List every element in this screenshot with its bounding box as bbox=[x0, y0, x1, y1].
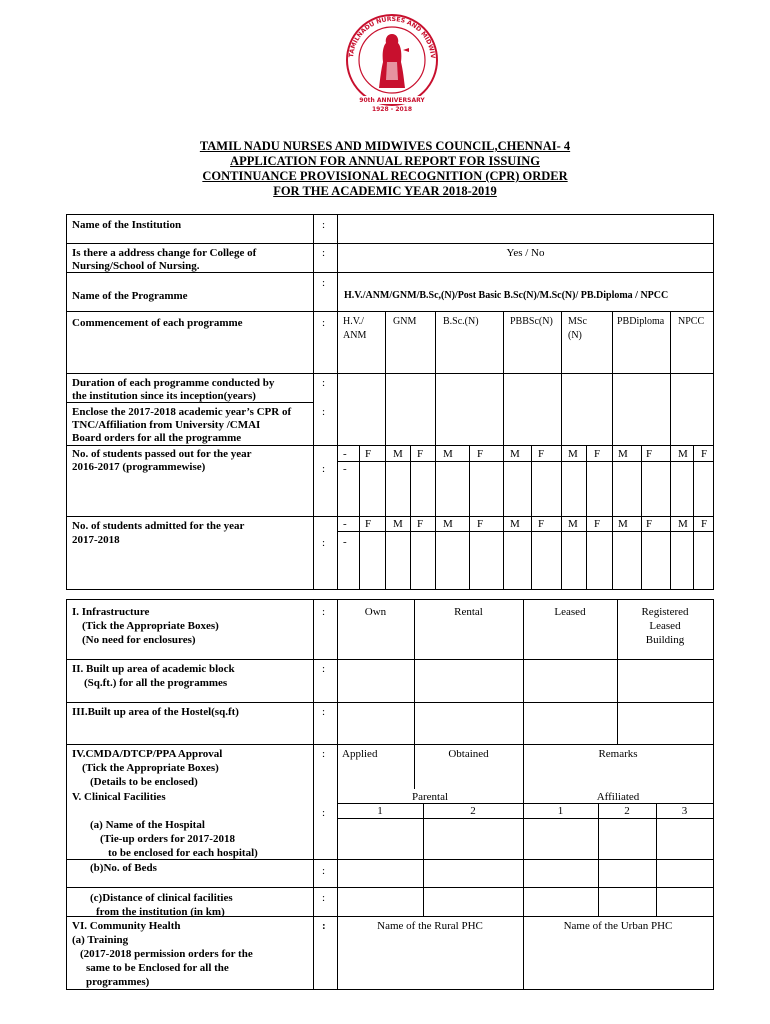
passed-colon: : bbox=[322, 463, 326, 475]
col-pbbsc: PBBSc(N) bbox=[510, 316, 553, 327]
infra-rental-option[interactable]: Rental bbox=[454, 606, 483, 618]
parental-header: Parental bbox=[411, 791, 449, 803]
address-change-colon: : bbox=[322, 247, 326, 259]
hostel-colon: : bbox=[322, 706, 326, 718]
duration-colon: : bbox=[322, 377, 326, 389]
enclose-label-1: Enclose the 2017-2018 academic year’s CPR of bbox=[72, 406, 292, 418]
programme-value: H.V./ANM/GNM/B.Sc,(N)/Post Basic B.Sc(N)/M.Sc(N)/ PB.Diploma / NPCC bbox=[344, 290, 669, 301]
passed-label-1: No. of students passed out for the year bbox=[72, 448, 252, 460]
council-logo bbox=[343, 10, 441, 122]
admitted-colon: : bbox=[322, 537, 326, 549]
enclose-label-2: TNC/Affiliation from University /CMAI bbox=[72, 419, 261, 431]
col-bsc: B.Sc.(N) bbox=[443, 316, 479, 327]
infra-colon: : bbox=[322, 606, 326, 618]
cmda-colon: : bbox=[322, 748, 326, 760]
enclose-label-3: Board orders for all the programme bbox=[72, 432, 242, 444]
enclose-colon: : bbox=[322, 406, 326, 418]
clinical-label: V. Clinical Facilities bbox=[72, 791, 166, 803]
community-label: VI. Community Health bbox=[72, 920, 181, 932]
cmda-applied-option[interactable]: Applied bbox=[342, 748, 378, 760]
beds-colon: : bbox=[322, 865, 326, 877]
yes-no-option[interactable]: Yes / No bbox=[506, 247, 545, 259]
col-pbdiploma: PBDiploma bbox=[617, 316, 665, 327]
col-gnm: GNM bbox=[393, 316, 417, 327]
urban-phc-label: Name of the Urban PHC bbox=[563, 920, 673, 932]
duration-label-2: the institution since its inception(years) bbox=[72, 390, 256, 402]
parental-col-2: 2 bbox=[470, 805, 476, 817]
col-msc: MSc (N) bbox=[568, 316, 587, 341]
duration-label-1: Duration of each programme conducted by bbox=[72, 377, 275, 389]
title-line-1: TAMIL NADU NURSES AND MIDWIVES COUNCIL,CHENNAI- 4 bbox=[199, 139, 571, 153]
parental-col-1: 1 bbox=[377, 805, 383, 817]
training-label-2: (2017-2018 permission orders for the bbox=[80, 948, 253, 960]
distance-colon: : bbox=[322, 892, 326, 904]
svg-text:90th ANNIVERSARY: 90th ANNIVERSARY bbox=[359, 97, 425, 104]
passed-label-2: 2016-2017 (programmewise) bbox=[72, 461, 206, 473]
training-label-4: programmes) bbox=[86, 976, 150, 988]
clinical-colon: : bbox=[322, 807, 326, 819]
community-colon: : bbox=[322, 920, 326, 932]
hospital-label-1: (a) Name of the Hospital bbox=[90, 819, 205, 831]
infra-own-option[interactable]: Own bbox=[364, 606, 387, 618]
commencement-label: Commencement of each programme bbox=[72, 317, 243, 329]
admitted-label-2: 2017-2018 bbox=[72, 534, 120, 546]
cmda-remarks: Remarks bbox=[598, 748, 638, 760]
builtup-label-1: II. Built up area of academic block bbox=[72, 663, 235, 675]
builtup-colon: : bbox=[322, 663, 326, 675]
infra-label-3: (No need for enclosures) bbox=[82, 634, 196, 646]
form-title bbox=[0, 139, 770, 199]
infra-leased-option[interactable]: Leased bbox=[554, 606, 586, 618]
title-line-2: APPLICATION FOR ANNUAL REPORT FOR ISSUING bbox=[230, 154, 540, 168]
address-change-label-2: Nursing/School of Nursing. bbox=[72, 260, 200, 272]
commencement-colon: : bbox=[322, 317, 326, 329]
builtup-label-2: (Sq.ft.) for all the programmes bbox=[84, 677, 228, 689]
infra-label-2: (Tick the Appropriate Boxes) bbox=[82, 620, 219, 632]
cmda-label-3: (Details to be enclosed) bbox=[90, 776, 198, 788]
distance-label-2: from the institution (in km) bbox=[96, 906, 225, 918]
beds-label: (b)No. of Beds bbox=[90, 862, 157, 874]
svg-text:TAMILNADU NURSES AND MIDWIVES: TAMILNADU NURSES AND MIDWIV bbox=[348, 15, 437, 59]
affiliated-col-2: 2 bbox=[624, 805, 630, 817]
hostel-label: III.Built up area of the Hostel(sq.ft) bbox=[72, 706, 239, 718]
affiliated-col-3: 3 bbox=[681, 805, 688, 817]
title-line-3: CONTINUANCE PROVISIONAL RECOGNITION (CPR) ORDER bbox=[202, 169, 568, 183]
training-label-3: same to be Enclosed for all the bbox=[86, 962, 229, 974]
cmda-obtained-option[interactable]: Obtained bbox=[448, 748, 489, 760]
programme-colon: : bbox=[322, 277, 326, 289]
infra-label-1: I. Infrastructure bbox=[72, 606, 150, 618]
cmda-label-1: IV.CMDA/DTCP/PPA Approval bbox=[72, 748, 223, 760]
hospital-label-2: (Tie-up orders for 2017-2018 bbox=[100, 833, 235, 845]
institution-field[interactable] bbox=[340, 216, 710, 241]
institution-label: Name of the Institution bbox=[72, 219, 182, 231]
rural-phc-label: Name of the Rural PHC bbox=[377, 920, 483, 932]
address-change-label-1: Is there a address change for College of bbox=[72, 247, 257, 259]
hospital-label-3: to be enclosed for each hospital) bbox=[108, 847, 258, 859]
institution-colon: : bbox=[322, 219, 326, 231]
distance-label-1: (c)Distance of clinical facilities bbox=[90, 892, 233, 904]
admitted-label-1: No. of students admitted for the year bbox=[72, 520, 245, 532]
col-hv: H.V./ ANM bbox=[343, 316, 367, 341]
training-label: (a) Training bbox=[72, 934, 129, 946]
col-npcc: NPCC bbox=[678, 316, 705, 327]
programme-label: Name of the Programme bbox=[72, 290, 188, 302]
svg-text:1928 - 2018: 1928 - 2018 bbox=[371, 106, 413, 113]
title-line-4: FOR THE ACADEMIC YEAR 2018-2019 bbox=[273, 184, 497, 198]
council-seal-icon bbox=[343, 10, 441, 122]
affiliated-header: Affiliated bbox=[596, 791, 640, 803]
affiliated-col-1: 1 bbox=[557, 805, 564, 817]
infra-registered-option[interactable]: Registered Leased Building bbox=[641, 606, 689, 646]
cmda-label-2: (Tick the Appropriate Boxes) bbox=[82, 762, 219, 774]
